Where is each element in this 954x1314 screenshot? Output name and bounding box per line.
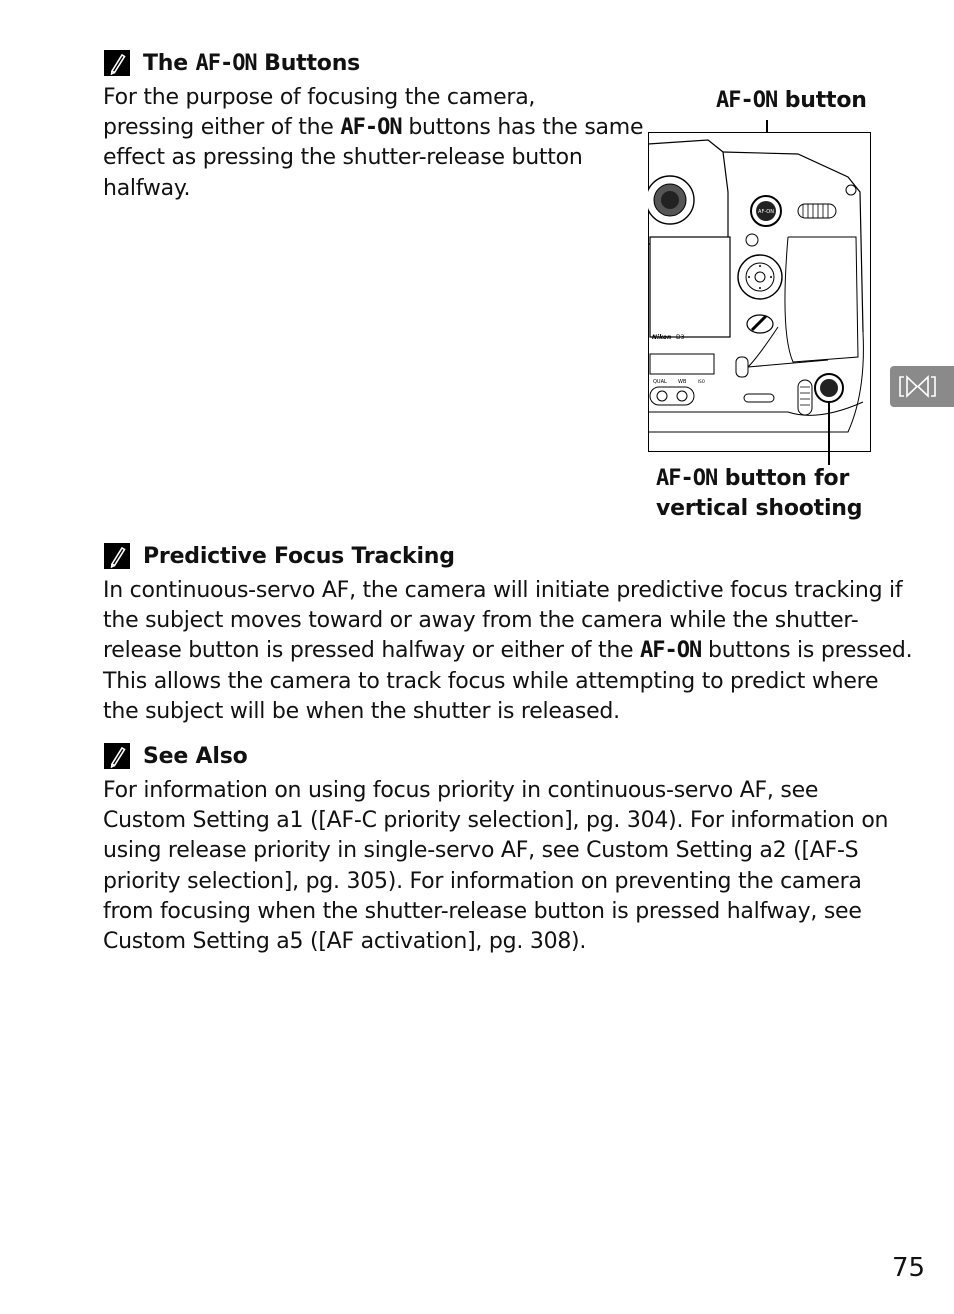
svg-text:Nikon: Nikon <box>652 334 672 341</box>
text-line: For the purpose of focusing the camera, <box>103 85 536 110</box>
text-line: This allows the camera to track focus while attempting to predict where <box>103 668 879 694</box>
svg-text:ISO: ISO <box>698 379 705 384</box>
note-icon <box>104 543 130 569</box>
svg-text:QUAL: QUAL <box>653 379 667 385</box>
svg-text:D3: D3 <box>676 334 685 341</box>
page-number: 75 <box>892 1253 926 1283</box>
see-also-paragraph <box>103 776 888 957</box>
text-line: release button is pressed halfway or either of the AF-ON buttons is pressed. <box>103 638 913 664</box>
text-line: In continuous-servo AF, the camera will initiate predictive focus tracking if <box>103 578 903 603</box>
text-line: For information on using focus priority in continuous-servo AF, see <box>103 778 819 803</box>
section-heading-see-also: See Also <box>143 744 248 769</box>
chapter-tab <box>890 366 954 407</box>
section-heading-predictive: Predictive Focus Tracking <box>143 544 455 569</box>
text-line: priority selection], pg. 305). For information on preventing the camera <box>103 868 862 894</box>
vertical-af-on-button-callout: AF-ON button for vertical shooting <box>656 466 863 521</box>
text-line: pressing either of the AF-ON buttons has the same <box>103 115 644 141</box>
leader-line-bottom <box>828 403 830 465</box>
camera-back-illustration <box>648 132 871 452</box>
svg-text:AF-ON: AF-ON <box>758 209 774 215</box>
af-on-paragraph <box>103 83 643 204</box>
note-icon <box>104 743 130 769</box>
predictive-paragraph <box>103 576 912 727</box>
text-line: using release priority in single-servo AF, see Custom Setting a2 ([AF-S <box>103 838 859 864</box>
focus-brackets-icon <box>890 366 954 407</box>
text-line: halfway. <box>103 175 191 201</box>
text-line: Custom Setting a5 ([AF activation], pg. 308). <box>103 929 587 955</box>
text-line: from focusing when the shutter-release button is pressed halfway, see <box>103 898 862 924</box>
note-icon <box>104 50 130 76</box>
text-line: the subject moves toward or away from the camera while the shutter- <box>103 608 859 634</box>
section-heading-af-on: The AF-ON Buttons <box>143 51 361 76</box>
text-line: Custom Setting a1 ([AF-C priority selection], pg. 304). For information on <box>103 808 889 834</box>
text-line: the subject will be when the shutter is released. <box>103 698 620 724</box>
af-on-button-callout: AF-ON button <box>716 88 867 113</box>
text-line: effect as pressing the shutter-release button <box>103 145 583 171</box>
svg-text:WB: WB <box>678 379 687 385</box>
